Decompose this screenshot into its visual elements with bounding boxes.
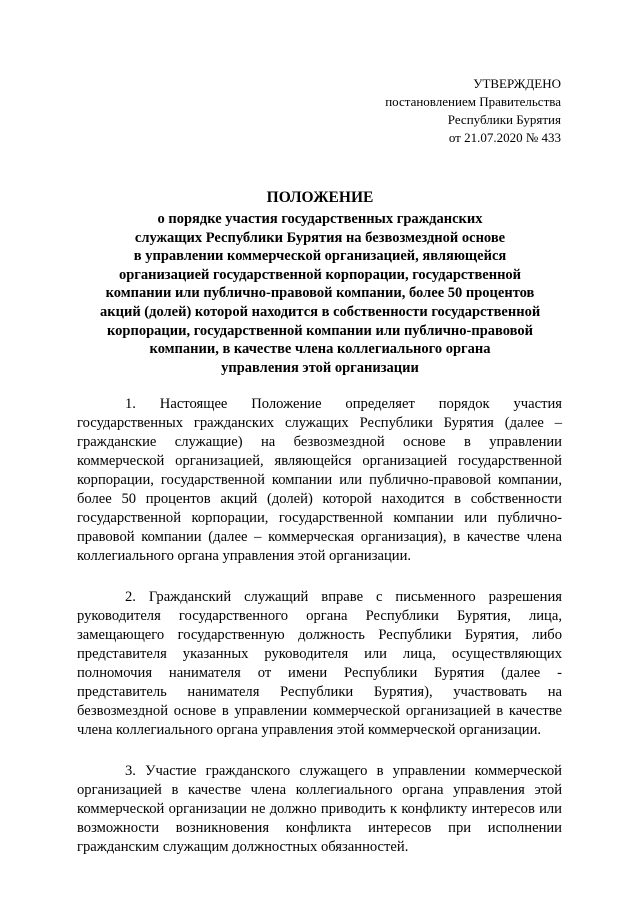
approval-date-number: от 21.07.2020 № 433 [448,130,561,145]
approval-authority: Республики Бурятия [447,112,561,127]
document-title-block [100,188,540,377]
document-subtitle [100,210,540,377]
subtitle-line: управления этой организации [221,359,419,376]
approval-heading: УТВЕРЖДЕНО [473,76,561,91]
document-body [77,395,562,879]
paragraph-3: 3. Участие гражданского служащего в управлении коммерческой организацией в качестве члена коллегиального органа управления этой коммерческой организации не должно приводить к конфликту интересов или возможности возникновения конфликта интересов при исполнении гражданским служащим должностных обязанностей. [77,763,562,855]
paragraph-2: 2. Гражданский служащий вправе с письменного разрешения руководителя государственного органа Республики Бурятия, лица, замещающего государственную должность Республики Бурятия, либо представителя указанных руководителя или лица, осуществляющих полномочия нанимателя от имени Республики Бурятия (далее - представитель нанимателя Республики Бурятия), участвовать на безвозмездной основе в управлении коммерческой организацией в качестве члена коллегиального органа управления этой коммерческой организации. [77,589,562,738]
document-title: ПОЛОЖЕНИЕ [266,189,374,206]
paragraph-1: 1. Настоящее Положение определяет порядок участия государственных гражданских служащих Республики Бурятия (далее – гражданские служащие) на безвозмездной основе в управлении коммерческой организацией, являющейся организацией государственной корпорации, государственной компании или публично-правовой компании, более 50 процентов акций (долей) которой находится в собственности государственной корпорации, государственной компании или публично-правовой компании (далее – коммерческая организация), в качестве члена коллегиального органа управления этой организации. [77,396,562,564]
subtitle-line: в управлении коммерческой организацией, являющейся [133,248,507,265]
approval-decree: постановлением Правительства [385,94,561,109]
subtitle-line: организацией государственной корпорации, государственной [118,266,522,283]
subtitle-line: компании, в качестве члена коллегиального органа [149,341,491,358]
subtitle-line: о порядке участия государственных гражданских [157,211,483,227]
subtitle-line: компании или публично-правовой компании, более 50 процентов [105,285,535,302]
subtitle-line: служащих Республики Бурятия на безвозмездной основе [134,229,506,246]
approval-stamp [261,75,561,147]
subtitle-line: акций (долей) которой находится в собственности государственной [100,303,541,320]
subtitle-line: корпорации, государственной компании или публично-правовой [107,322,533,339]
